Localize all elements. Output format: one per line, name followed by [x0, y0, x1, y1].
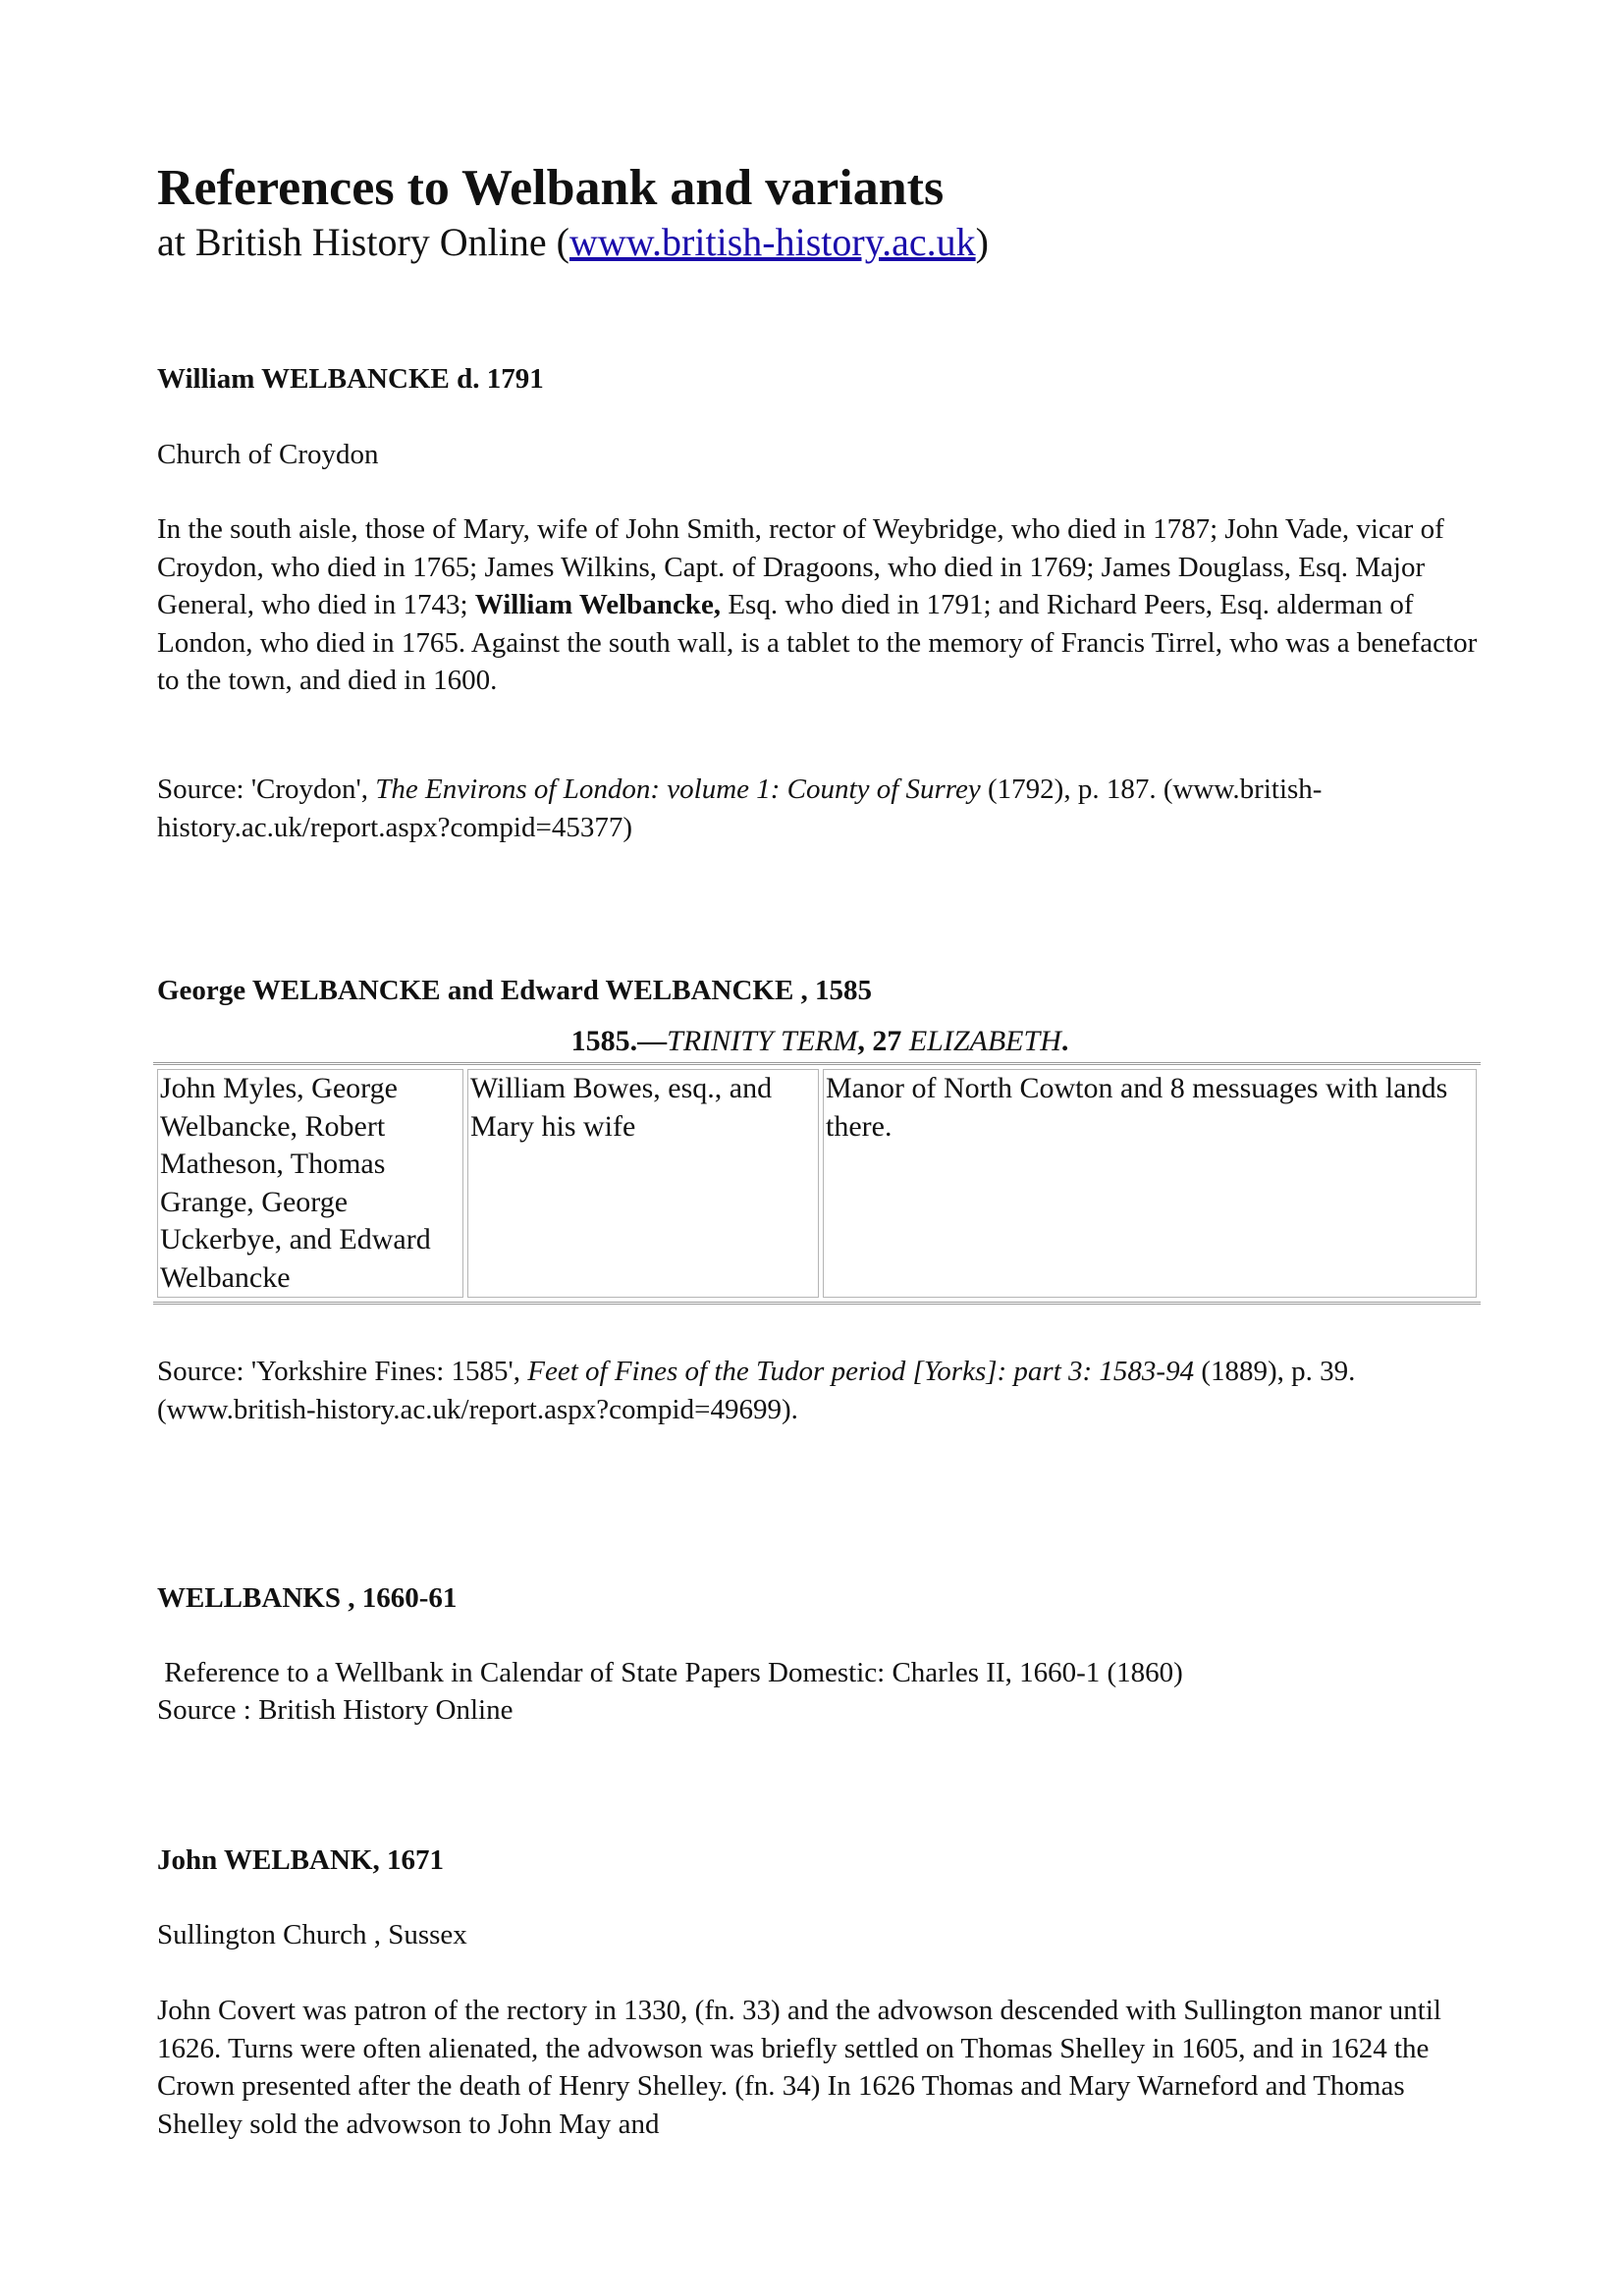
section-heading-john-welbank: John WELBANK, 1671 [157, 1844, 444, 1876]
british-history-link[interactable]: www.british-history.ac.uk [568, 220, 976, 264]
text-run: Esq. who died in 1791; and Richard Peers, Esq. alderman of London, who died in 1765. Against the south wall, is a tablet to the memory of Francis Tirrel, who was a benefactor to the town, and died in 1600. [157, 589, 1478, 696]
table-cell-plaintiffs: John Myles, George Welbancke, Robert Matheson, Thomas Grange, George Uckerbye, and Edward Welbancke [157, 1069, 463, 1298]
section-heading-william-welbancke: William WELBANCKE d. 1791 [157, 363, 544, 395]
source-prefix: Source: 'Yorkshire Fines: 1585', [157, 1356, 528, 1387]
source-title: The Environs of London: volume 1: County of Surrey [375, 774, 981, 805]
caption-run: . [1060, 1025, 1069, 1057]
section-heading-george-edward-welbancke: George WELBANCKE and Edward WELBANCKE , 1585 [157, 975, 873, 1006]
caption-run: , 27 [857, 1025, 909, 1057]
caption-term: TRINITY TERM [667, 1025, 858, 1057]
section-place-croydon: Church of Croydon [157, 439, 379, 470]
table-cell-deforciants: William Bowes, esq., and Mary his wife [467, 1069, 819, 1298]
table-cell-property: Manor of North Cowton and 8 messuages with lands there. [823, 1069, 1477, 1298]
source-citation-croydon [157, 771, 1492, 846]
section-place-sullington: Sullington Church , Sussex [157, 1919, 467, 1950]
text-run: In the south aisle, those of Mary, wife of John Smith, rector of Weybridge, who died in 1787; John Vade, vicar of Croydon, who died in 1765; James Wilkins, Capt. of Dragoons, who died in 1769; James Douglass, Esq. Major General, who died in 1743; [157, 513, 1444, 620]
section-source-bho: Source : British History Online [157, 1694, 514, 1726]
fines-table-caption [157, 1023, 1483, 1060]
section-heading-wellbanks: WELLBANKS , 1660-61 [157, 1582, 458, 1614]
section-text-sullington: John Covert was patron of the rectory in 1330, (fn. 33) and the advowson descended with Sullington manor until 1626. Turns were often alienated, the advowson was briefly settled on Thomas Shelley in 1605, and in 1624 the Crown presented after the death of Henry Shelley. (fn. 34) In 1626 Thomas and Mary Warneford and Thomas Shelley sold the advowson to John May and [157, 1995, 1441, 2140]
source-title: Feet of Fines of the Tudor period [Yorks]: part 3: 1583-94 [527, 1356, 1195, 1387]
page-title: References to Welbank and variants [157, 160, 945, 216]
highlight-name: William Welbancke, [474, 589, 722, 620]
source-suffix: (1792), p. 187. (www.british-history.ac.uk/report.aspx?compid=45377) [157, 774, 1323, 843]
section-text-croydon [157, 510, 1492, 700]
source-suffix: (1889), p. 39. (www.british-history.ac.uk/report.aspx?compid=49699). [157, 1356, 1356, 1425]
fines-table [153, 1062, 1481, 1305]
source-citation-yorkshire-fines [157, 1353, 1492, 1428]
table-row [157, 1069, 1477, 1298]
subtitle-prefix: at British History Online ( [157, 220, 569, 264]
caption-run: 1585.— [570, 1025, 668, 1057]
page-subtitle [157, 218, 989, 267]
subtitle-suffix: ) [975, 220, 989, 264]
source-prefix: Source: 'Croydon', [157, 774, 376, 805]
caption-reign: ELIZABETH [908, 1025, 1061, 1057]
section-text-state-papers: Reference to a Wellbank in Calendar of State Papers Domestic: Charles II, 1660-1 (1860) [157, 1657, 1183, 1688]
